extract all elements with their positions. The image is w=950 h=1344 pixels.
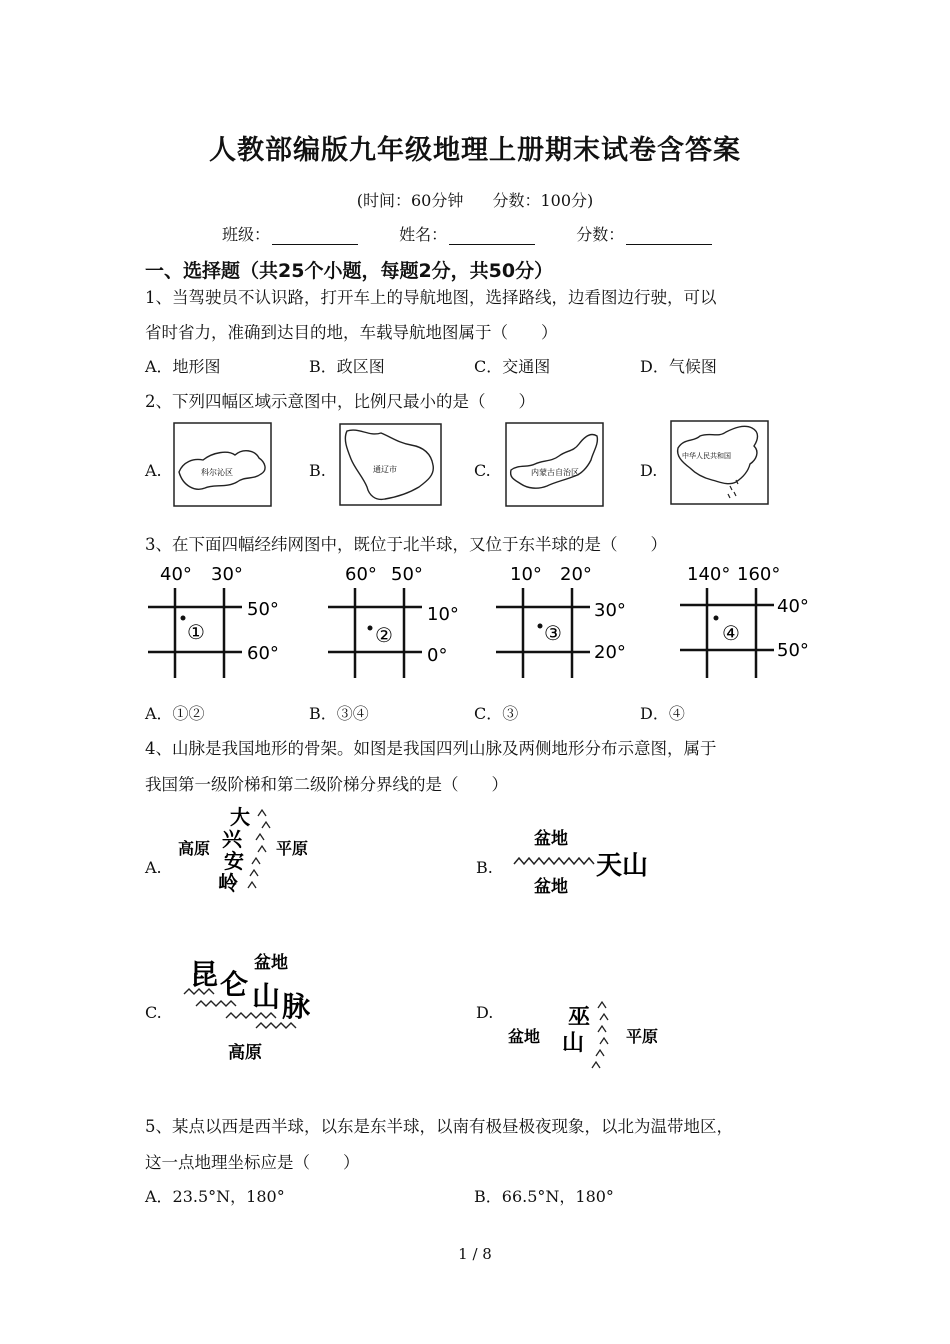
q4-label-b: B. xyxy=(476,858,493,877)
q5-line2: 这一点地理坐标应是（ ） xyxy=(145,1153,360,1172)
q3-option-a: A．①② xyxy=(145,704,205,723)
class-field: 班级： xyxy=(222,222,358,245)
q4-b-top: 盆地 xyxy=(534,829,568,849)
q1-line1: 1、当驾驶员不认识路，打开车上的导航地图，选择路线，边看图边行驶，可以 xyxy=(145,288,717,307)
q4-figure-c xyxy=(176,940,336,1070)
q1-option-a: A．地形图 xyxy=(145,357,221,376)
q1-option-d: D．气候图 xyxy=(640,357,717,376)
q4-figure-a xyxy=(172,800,322,900)
q3-grid-1-mark: ① xyxy=(187,620,205,644)
q3-text: 3、在下面四幅经纬网图中，既位于北半球，又位于东半球的是（ ） xyxy=(145,535,667,554)
q3-grid-1 xyxy=(140,560,290,682)
q4-b-mountain: 天山 xyxy=(596,851,649,881)
q4-d-right: 平原 xyxy=(626,1027,659,1046)
q4-label-a: A. xyxy=(145,858,162,877)
name-blank[interactable] xyxy=(449,228,535,245)
q4-a-left: 高原 xyxy=(178,839,211,858)
q3-grid-3-right-bottom: 20° xyxy=(594,642,626,663)
q5-line1: 5、某点以西是西半球，以东是东半球，以南有极昼极夜现象，以北为温带地区， xyxy=(145,1117,733,1136)
q2-map-b-label: 通辽市 xyxy=(373,465,397,474)
q3-option-d: D．④ xyxy=(640,704,685,723)
q1-line2: 省时省力，准确到达目的地，车载导航地图属于（ ） xyxy=(145,323,558,342)
q3-grid-1-right-bottom: 60° xyxy=(247,643,279,664)
q4-c-mtn-2: 仑 xyxy=(220,968,249,1001)
q3-grid-2-mark: ② xyxy=(375,623,393,647)
q4-label-c: C. xyxy=(145,1003,162,1022)
name-field: 姓名： xyxy=(399,222,535,245)
q4-d-mtn-1: 巫 xyxy=(568,1005,591,1030)
q3-grid-2-right-top: 10° xyxy=(427,604,459,625)
q3-grid-3 xyxy=(488,560,638,682)
q4-c-mtn-3: 山 xyxy=(252,980,281,1013)
q3-grid-2-right-bottom: 0° xyxy=(427,645,448,666)
q3-grid-1-right-top: 50° xyxy=(247,599,279,620)
q2-label-c: C. xyxy=(474,461,491,480)
q4-a-right: 平原 xyxy=(276,839,309,858)
student-info xyxy=(222,222,748,245)
score-blank[interactable] xyxy=(626,228,712,245)
q3-grid-3-right-top: 30° xyxy=(594,600,626,621)
exam-time: (时间：60分钟 xyxy=(356,191,464,210)
q4-figure-d xyxy=(506,990,676,1072)
q4-a-mtn-3: 安 xyxy=(224,849,244,873)
q2-map-c xyxy=(505,422,605,508)
q4-c-bottom: 高原 xyxy=(228,1043,262,1063)
q3-grid-2-top-left: 60° xyxy=(345,564,377,585)
q3-grid-3-top-right: 20° xyxy=(560,564,592,585)
q1-option-b: B．政区图 xyxy=(309,357,385,376)
q4-a-mtn-4: 岭 xyxy=(218,871,238,895)
q2-map-a-label: 科尔沁区 xyxy=(201,468,233,477)
q3-grid-3-top-left: 10° xyxy=(510,564,542,585)
q3-grid-1-top-right: 30° xyxy=(211,564,243,585)
q3-grid-2 xyxy=(320,560,470,682)
q3-grid-4-right-bottom: 50° xyxy=(777,640,809,661)
q2-map-b xyxy=(339,423,443,507)
q2-label-d: D. xyxy=(640,461,658,480)
q4-b-bottom: 盆地 xyxy=(534,877,568,897)
q2-map-d-label: 中华人民共和国 xyxy=(682,452,731,460)
page-title: 人教部编版九年级地理上册期末试卷含答案 xyxy=(209,135,741,166)
q4-a-mtn-2: 兴 xyxy=(222,827,242,851)
q5-option-a: A．23.5°N，180° xyxy=(145,1187,285,1206)
q3-option-b: B．③④ xyxy=(309,704,369,723)
q2-map-d xyxy=(670,420,770,506)
q3-grid-4-right-top: 40° xyxy=(777,596,809,617)
q4-d-mtn-2: 山 xyxy=(562,1031,585,1056)
q3-grid-2-top-right: 50° xyxy=(391,564,423,585)
q3-grid-1-top-left: 40° xyxy=(160,564,192,585)
page-number: 1 / 8 xyxy=(458,1245,492,1263)
q4-figure-b xyxy=(508,818,668,902)
q4-d-left: 盆地 xyxy=(508,1027,541,1046)
q4-line1: 4、山脉是我国地形的骨架。如图是我国四列山脉及两侧地形分布示意图，属于 xyxy=(145,739,717,758)
q4-label-d: D. xyxy=(476,1003,494,1022)
q4-c-top: 盆地 xyxy=(254,953,288,973)
q3-option-c: C．③ xyxy=(474,704,519,723)
q3-grid-4-top-right: 160° xyxy=(737,564,781,585)
q3-grid-4 xyxy=(672,560,822,682)
class-blank[interactable] xyxy=(272,228,358,245)
q2-label-a: A. xyxy=(145,461,162,480)
q1-option-c: C．交通图 xyxy=(474,357,551,376)
q2-map-a xyxy=(173,422,273,508)
section-heading: 一、选择题（共25个小题，每题2分，共50分） xyxy=(145,260,554,282)
q4-a-mtn-1: 大 xyxy=(230,805,250,829)
q4-c-mtn-1: 昆 xyxy=(190,958,219,991)
score-field: 分数： xyxy=(576,222,712,245)
q4-line2: 我国第一级阶梯和第二级阶梯分界线的是（ ） xyxy=(145,775,508,794)
q2-label-b: B. xyxy=(309,461,326,480)
q3-grid-4-mark: ④ xyxy=(722,621,740,645)
q5-option-b: B．66.5°N，180° xyxy=(474,1187,614,1206)
exam-score: 分数：100分) xyxy=(492,191,594,210)
q2-map-c-label: 内蒙古自治区 xyxy=(531,468,579,477)
q2-text: 2、下列四幅区域示意图中，比例尺最小的是（ ） xyxy=(145,392,535,411)
q4-c-mtn-4: 脉 xyxy=(282,990,311,1023)
exam-meta xyxy=(0,188,950,211)
q3-grid-4-top-left: 140° xyxy=(687,564,731,585)
q3-grid-3-mark: ③ xyxy=(544,621,562,645)
